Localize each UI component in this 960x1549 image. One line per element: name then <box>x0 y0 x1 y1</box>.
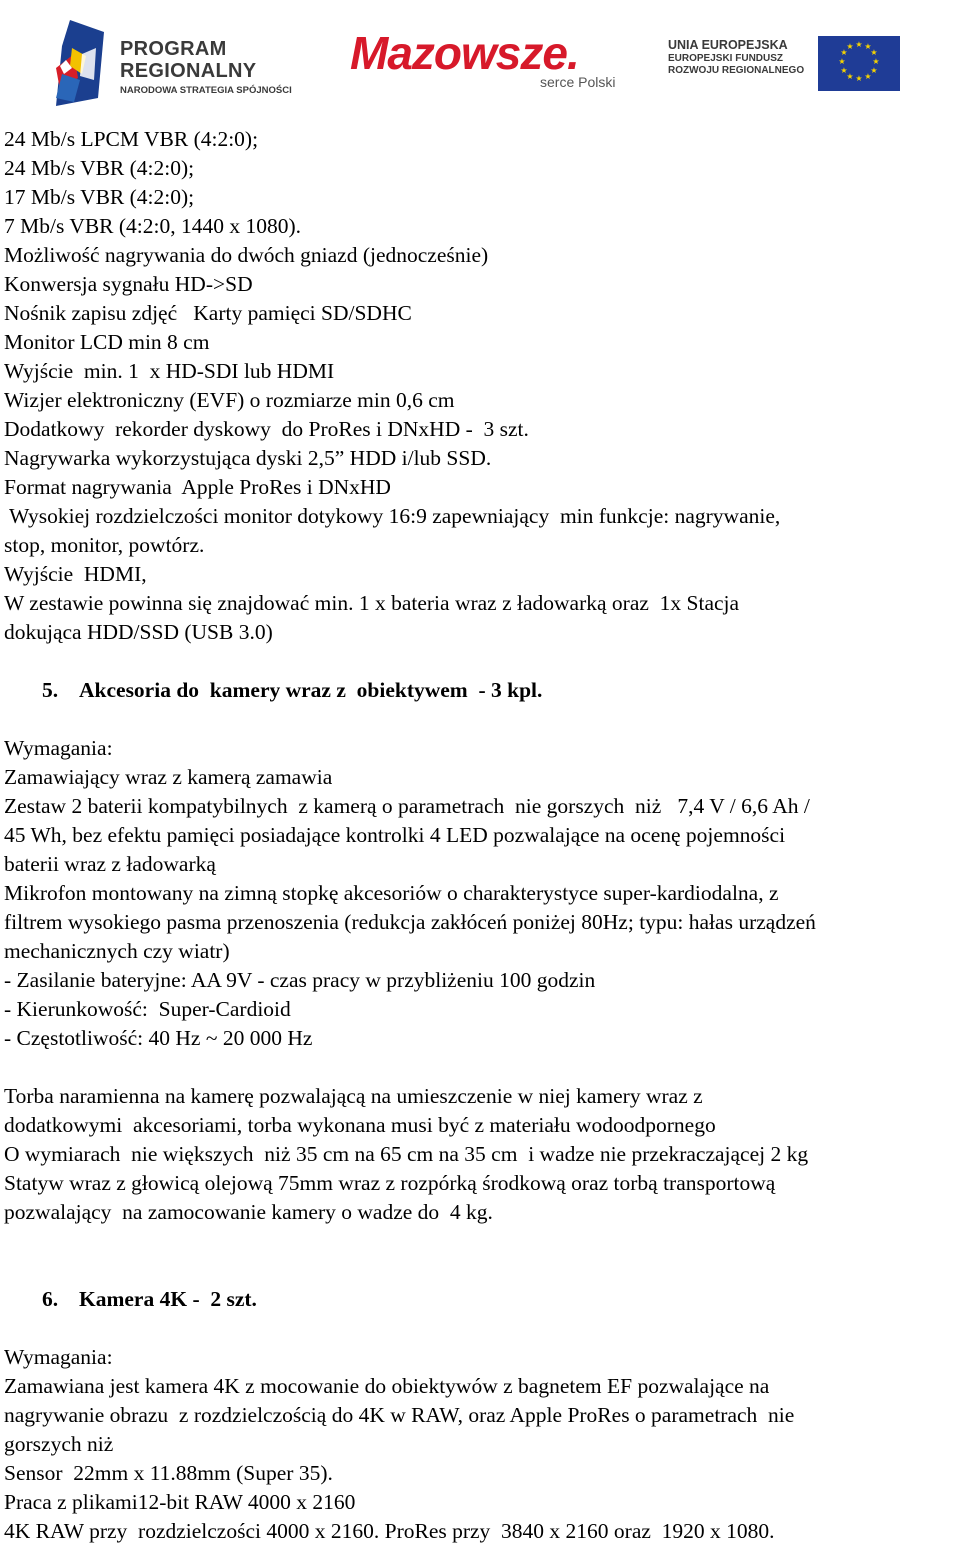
eu-logo-line1: UNIA EUROPEJSKA <box>668 38 788 52</box>
text-line: Monitor LCD min 8 cm <box>4 330 210 354</box>
text-line: Wyjście min. 1 x HD-SDI lub HDMI <box>4 359 335 383</box>
program-logo-line3: NARODOWA STRATEGIA SPÓJNOŚCI <box>120 85 292 96</box>
eu-logo <box>668 36 908 96</box>
text-line: baterii wraz z ładowarką <box>4 852 216 876</box>
text-line: 24 Mb/s LPCM VBR (4:2:0); <box>4 127 259 151</box>
svg-text:★: ★ <box>870 66 878 75</box>
mazowsze-tagline: serce Polski <box>540 74 616 90</box>
requirements-label: Wymagania: <box>4 1345 113 1369</box>
text-line: pozwalający na zamocowanie kamery o wadze do 4 kg. <box>4 1200 493 1224</box>
spec-block-4k-camera <box>4 1343 956 1546</box>
text-line: - Kierunkowość: Super-Cardioid <box>4 997 291 1021</box>
text-line: Wizjer elektroniczny (EVF) o rozmiarze min 0,6 cm <box>4 388 455 412</box>
svg-text:★: ★ <box>864 42 872 51</box>
section-5-title: Akcesoria do kamery wraz z obiektywem - 3 kpl. <box>79 678 543 702</box>
text-line: Zamawiający wraz z kamerą zamawia <box>4 765 333 789</box>
text-line: Wyjście HDMI, <box>4 562 147 586</box>
text-line: gorszych niż <box>4 1432 114 1456</box>
spec-block-recording <box>4 125 956 647</box>
text-line: Zestaw 2 baterii kompatybilnych z kamerą o parametrach nie gorszych niż 7,4 V / 6,6 Ah / <box>4 794 810 818</box>
text-line: Format nagrywania Apple ProRes i DNxHD <box>4 475 391 499</box>
text-line: dodatkowymi akcesoriami, torba wykonana musi być z materiału wodoodpornego <box>4 1113 716 1137</box>
mazowsze-logo <box>350 28 630 98</box>
svg-text:★: ★ <box>872 57 880 66</box>
svg-text:★: ★ <box>840 66 848 75</box>
text-line: 45 Wh, bez efektu pamięci posiadające kontrolki 4 LED pozwalające na ocenę pojemności <box>4 823 786 847</box>
program-regionalny-emblem-icon <box>52 18 112 106</box>
svg-text:★: ★ <box>855 40 863 49</box>
text-line: dokująca HDD/SSD (USB 3.0) <box>4 620 273 644</box>
program-regionalny-logo <box>52 18 322 108</box>
section-5-heading <box>42 676 956 705</box>
text-line: 7 Mb/s VBR (4:2:0, 1440 x 1080). <box>4 214 302 238</box>
text-line: Praca z plikami12-bit RAW 4000 x 2160 <box>4 1490 356 1514</box>
text-line: nagrywanie obrazu z rozdzielczością do 4K w RAW, oraz Apple ProRes o parametrach nie <box>4 1403 795 1427</box>
svg-text:★: ★ <box>864 72 872 81</box>
svg-text:★: ★ <box>840 48 848 57</box>
text-line: Zamawiana jest kamera 4K z mocowanie do obiektywów z bagnetem EF pozwalające na <box>4 1374 770 1398</box>
text-line: stop, monitor, powtórz. <box>4 533 205 557</box>
section-5-number: 5. <box>42 678 59 702</box>
requirements-label: Wymagania: <box>4 736 113 760</box>
text-line: W zestawie powinna się znajdować min. 1 x bateria wraz z ładowarką oraz 1x Stacja <box>4 591 740 615</box>
text-line: Możliwość nagrywania do dwóch gniazd (jednocześnie) <box>4 243 489 267</box>
text-line: Statyw wraz z głowicą olejową 75mm wraz z rozpórką środkową oraz torbą transportową <box>4 1171 776 1195</box>
text-line: Torba naramienna na kamerę pozwalającą na umieszczenie w niej kamery wraz z <box>4 1084 703 1108</box>
spec-block-bag-tripod <box>4 1082 956 1227</box>
text-line: Mikrofon montowany na zimną stopkę akcesoriów o charakterystyce super-kardiodalna, z <box>4 881 779 905</box>
svg-text:★: ★ <box>846 42 854 51</box>
eu-logo-line3: ROZWOJU REGIONALNEGO <box>668 65 805 76</box>
mazowsze-wordmark: Mazowsze. <box>350 27 579 79</box>
text-line: - Zasilanie bateryjne: AA 9V - czas pracy w przybliżeniu 100 godzin <box>4 968 596 992</box>
eu-flag-icon <box>818 36 900 91</box>
text-line: - Częstotliwość: 40 Hz ~ 20 000 Hz <box>4 1026 313 1050</box>
text-line: Wysokiej rozdzielczości monitor dotykowy 16:9 zapewniający min funkcje: nagrywanie, <box>4 504 781 528</box>
svg-text:★: ★ <box>846 72 854 81</box>
svg-text:★: ★ <box>855 74 863 83</box>
text-line: mechanicznych czy wiatr) <box>4 939 230 963</box>
section-6-heading <box>42 1285 956 1314</box>
spec-block-accessories <box>4 734 956 1053</box>
text-line: 4K RAW przy rozdzielczości 4000 x 2160. ProRes przy 3840 x 2160 oraz 1920 x 1080. <box>4 1519 775 1543</box>
svg-text:★: ★ <box>838 57 846 66</box>
program-logo-line1: PROGRAM <box>120 38 227 60</box>
section-6-title: Kamera 4K - 2 szt. <box>79 1287 257 1311</box>
text-line: filtrem wysokiego pasma przenoszenia (redukcja zakłóceń poniżej 80Hz; typu: hałas urządzeń <box>4 910 816 934</box>
text-line: Konwersja sygnału HD->SD <box>4 272 253 296</box>
text-line: Sensor 22mm x 11.88mm (Super 35). <box>4 1461 333 1485</box>
text-line: O wymiarach nie większych niż 35 cm na 65 cm na 35 cm i wadze nie przekraczającej 2 kg <box>4 1142 809 1166</box>
eu-logo-line2: EUROPEJSKI FUNDUSZ <box>668 53 784 64</box>
section-6-number: 6. <box>42 1287 59 1311</box>
document-header <box>0 0 960 115</box>
text-line: 24 Mb/s VBR (4:2:0); <box>4 156 195 180</box>
document-body <box>4 125 956 1546</box>
program-logo-line2: REGIONALNY <box>120 60 257 82</box>
svg-text:★: ★ <box>870 48 878 57</box>
text-line: 17 Mb/s VBR (4:2:0); <box>4 185 195 209</box>
text-line: Nośnik zapisu zdjęć Karty pamięci SD/SDHC <box>4 301 412 325</box>
text-line: Nagrywarka wykorzystująca dyski 2,5” HDD i/lub SSD. <box>4 446 492 470</box>
text-line: Dodatkowy rekorder dyskowy do ProRes i DNxHD - 3 szt. <box>4 417 529 441</box>
